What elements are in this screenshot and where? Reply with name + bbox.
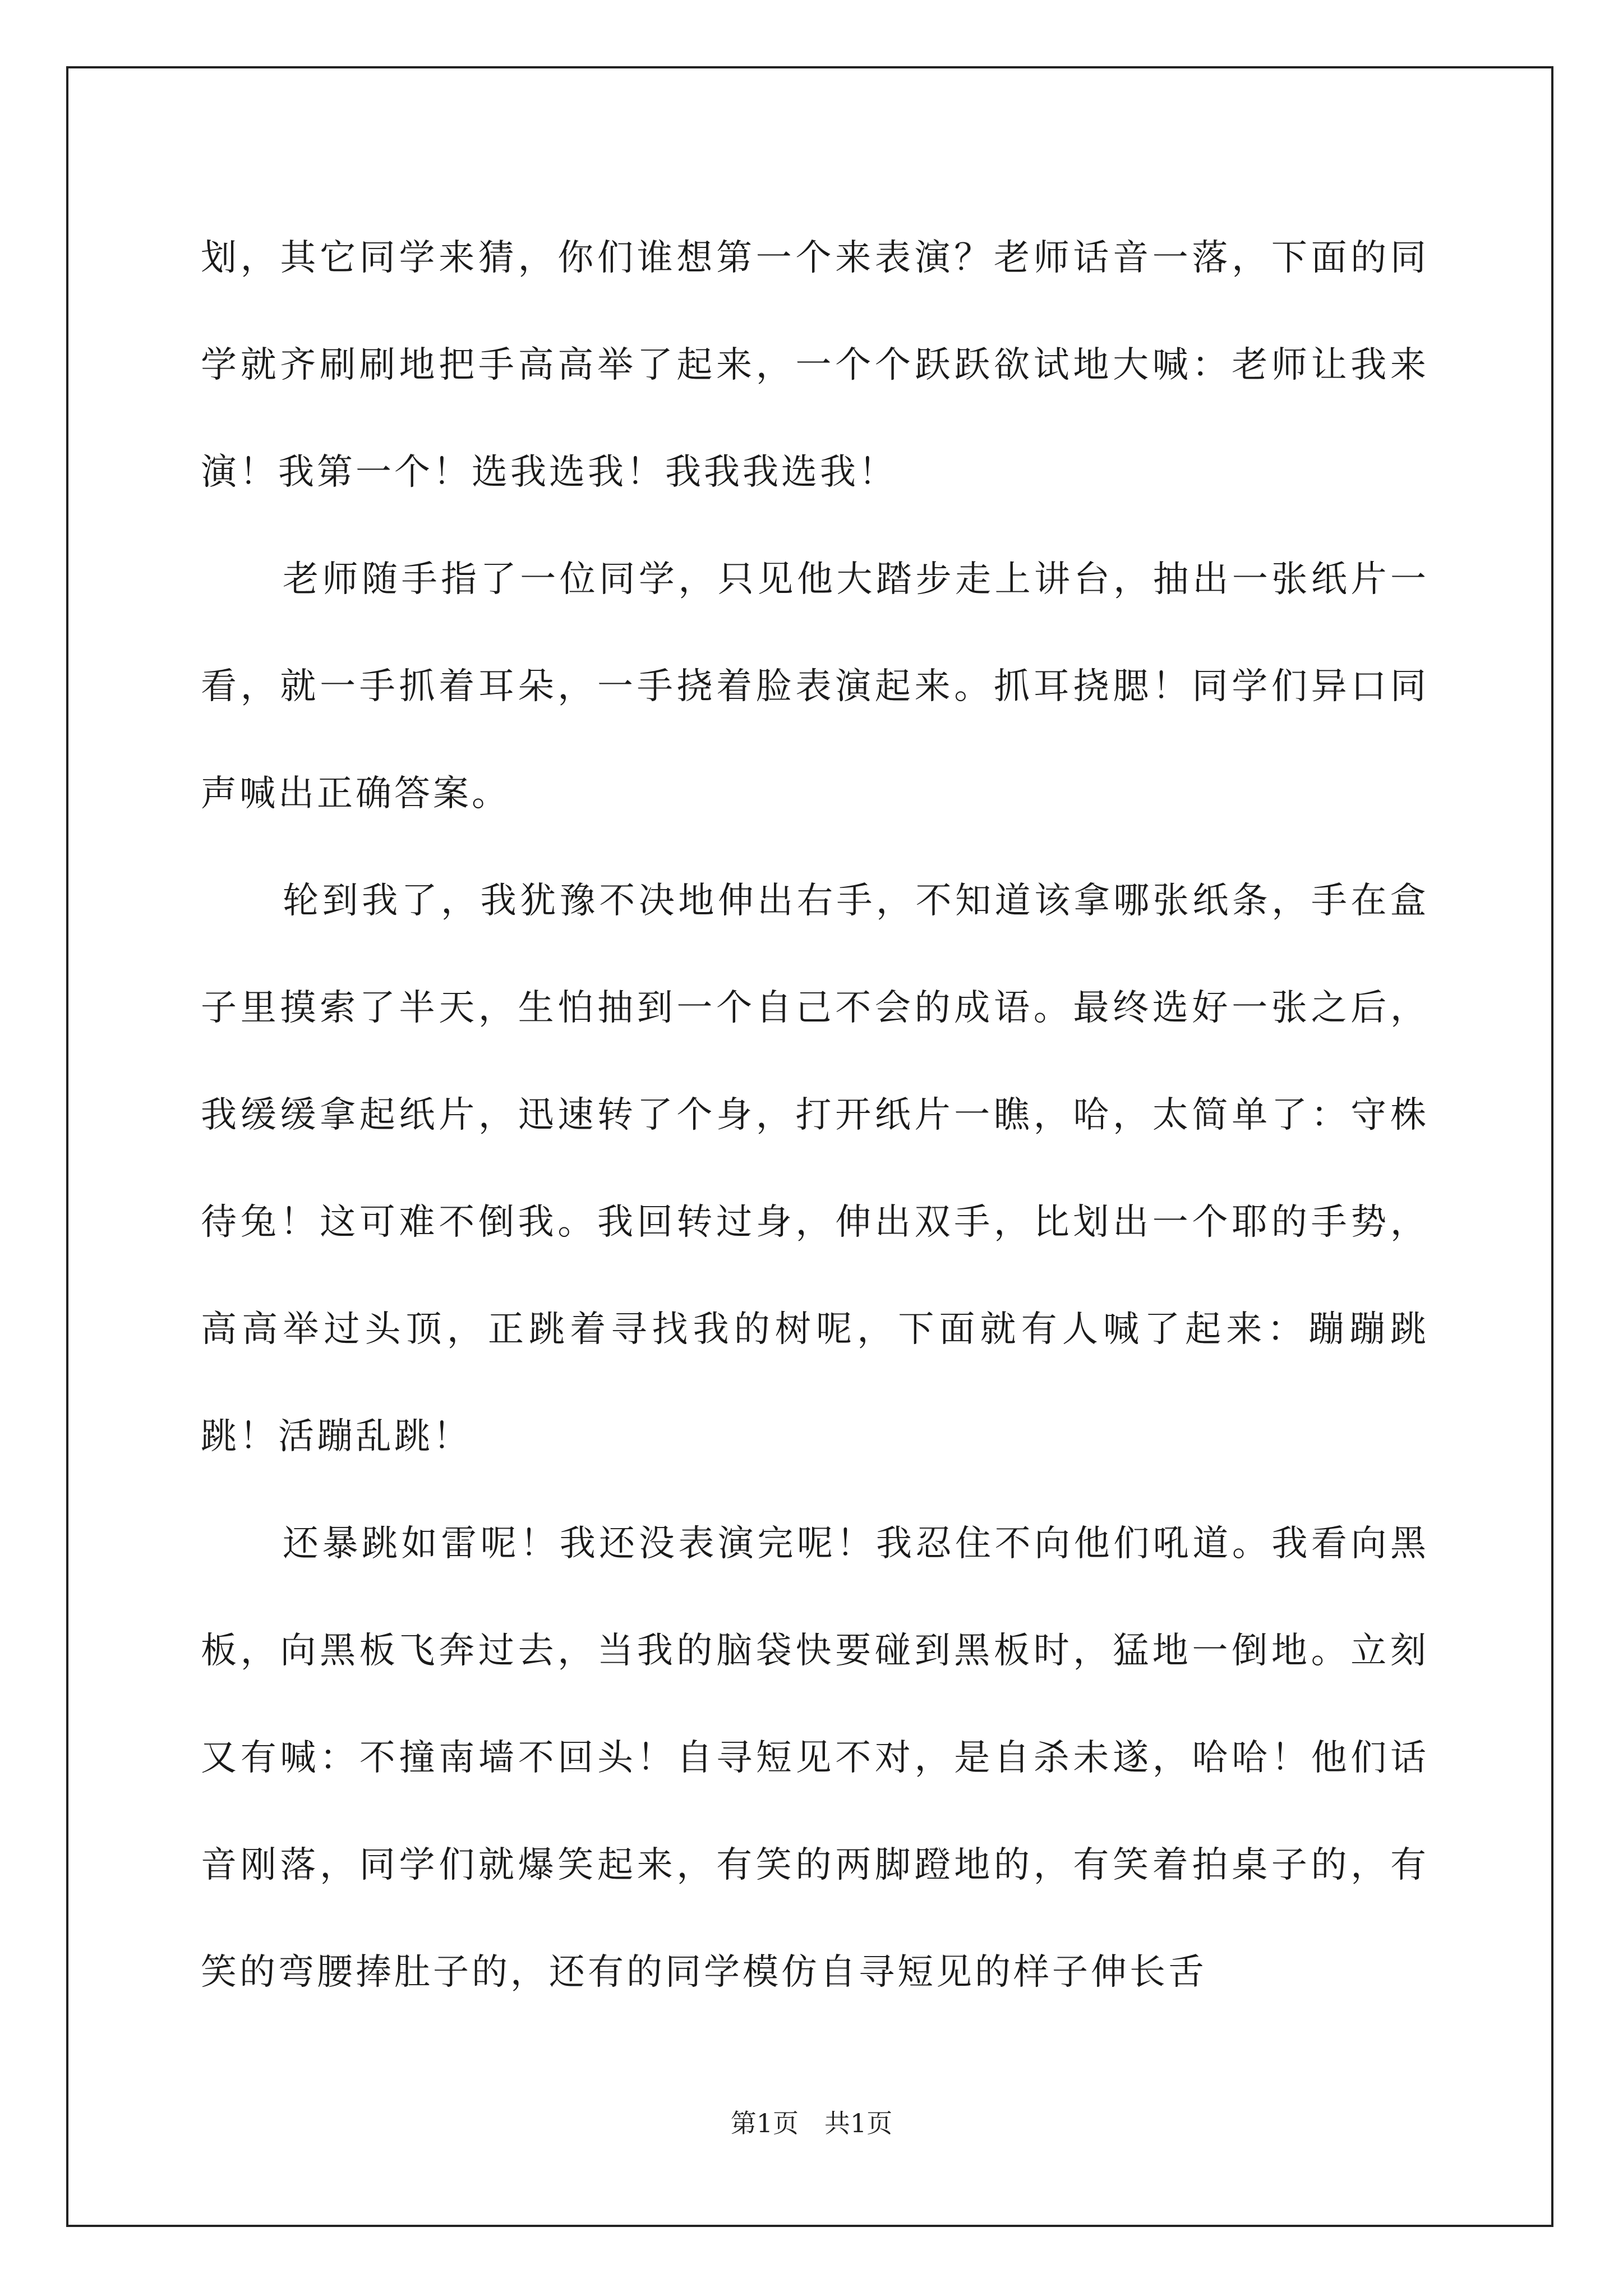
paragraph-3: 轮到我了，我犹豫不决地伸出右手，不知道该拿哪张纸条，手在盒子里摸索了半天，生怕抽到一个自己不会的成语。最终选好一张之后，我缓缓拿起纸片，迅速转了个身，打开纸片一瞧，哈，太简单了：守株待兔！这可难不倒我。我回转过身，伸出双手，比划出一个耶的手势，高高举过头顶，正跳着寻找我的树呢，下面就有人喊了起来：蹦蹦跳跳！活蹦乱跳！ [201,880,1429,1457]
paragraph-1: 划，其它同学来猜，你们谁想第一个来表演？老师话音一落，下面的同学就齐刷刷地把手高高举了起来，一个个跃跃欲试地大喊：老师让我来演！我第一个！选我选我！我我我选我！ [201,237,1429,493]
paragraph-4: 还暴跳如雷呢！我还没表演完呢！我忍住不向他们吼道。我看向黑板，向黑板飞奔过去，当我的脑袋快要碰到黑板时，猛地一倒地。立刻又有喊：不撞南墙不回头！自寻短见不对，是自杀未遂，哈哈！他们话音刚落，同学们就爆笑起来，有笑的两脚蹬地的，有笑着拍桌子的，有笑的弯腰捧肚子的，还有的同学模仿自寻短见的样子伸长舌 [201,1523,1429,1993]
paragraph-2: 老师随手指了一位同学，只见他大踏步走上讲台，抽出一张纸片一看，就一手抓着耳朵，一手挠着脸表演起来。抓耳挠腮！同学们异口同声喊出正确答案。 [201,559,1429,815]
document-body [201,205,1429,2026]
page-number-footer: 第1页 共1页 [730,2108,893,2138]
